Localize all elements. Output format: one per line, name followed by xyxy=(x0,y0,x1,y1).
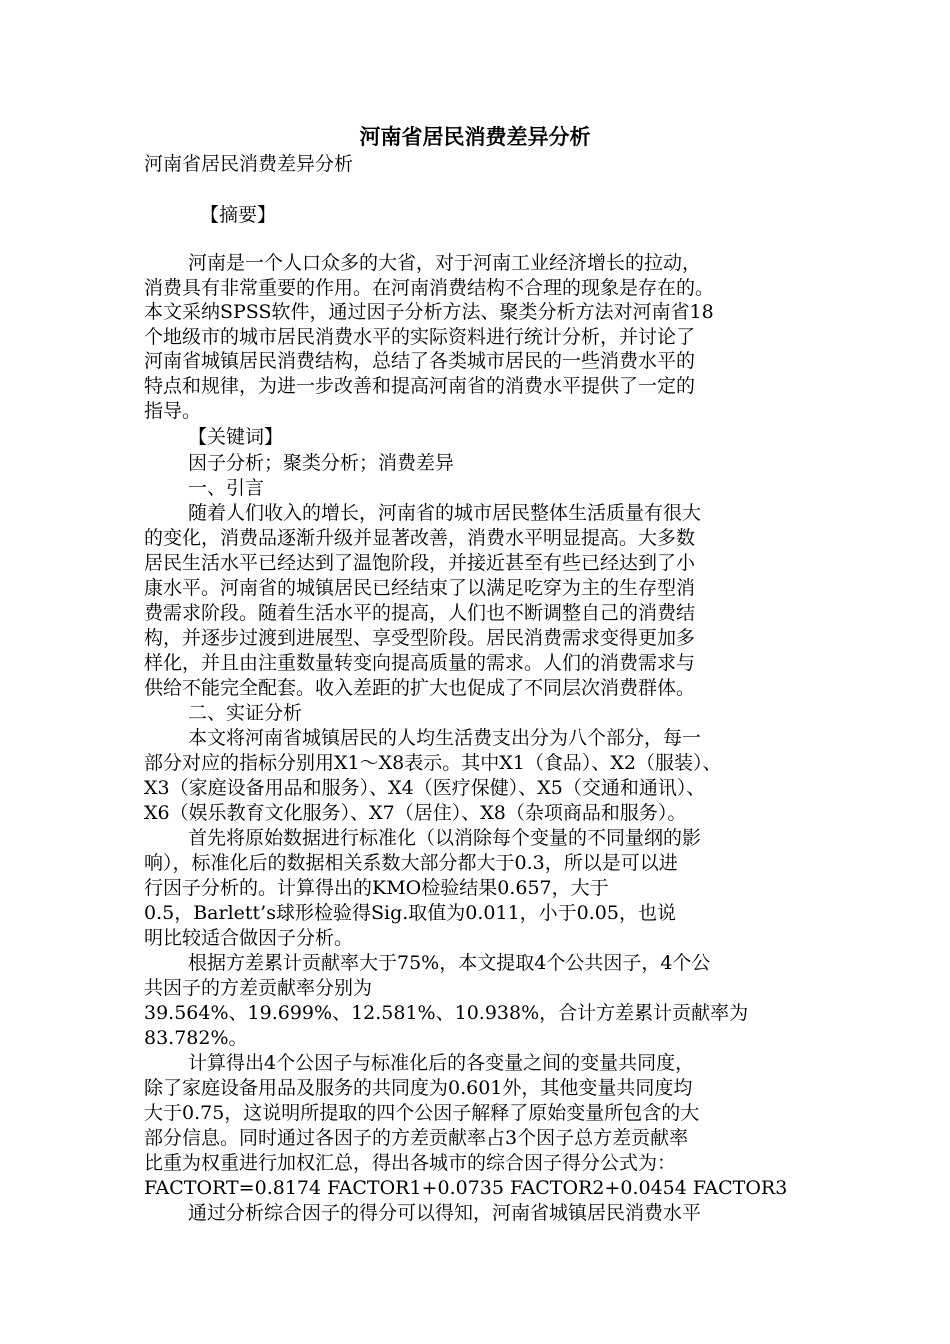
paragraph-line: 居民生活水平已经达到了温饱阶段，并接近甚至有些已经达到了小 xyxy=(144,552,696,574)
paragraph-line: 行因子分析的。计算得出的KMO检验结果0.657，大于 xyxy=(144,877,609,899)
paragraph-line: 计算得出4个公因子与标准化后的各变量之间的变量共同度， xyxy=(188,1052,695,1074)
paragraph-line: 样化，并且由注重数量转变向提高质量的需求。人们的消费需求与 xyxy=(144,652,696,674)
paragraph-line: 本文采纳SPSS软件，通过因子分析方法、聚类分析方法对河南省18 xyxy=(144,301,714,323)
formula-line: FACTORT=0.8174 FACTOR1+0.0735 FACTOR2+0.0454 FACTOR3 xyxy=(144,1177,788,1199)
section-heading: 一、引言 xyxy=(188,477,265,499)
section-heading: 二、实证分析 xyxy=(188,702,303,724)
paragraph-line: 39.564%、19.699%、12.581%、10.938%，合计方差累计贡献率为 xyxy=(144,1002,749,1024)
document-title: 河南省居民消费差异分析 xyxy=(359,125,591,149)
paragraph-line: 本文将河南省城镇居民的人均生活费支出分为八个部分，每一 xyxy=(188,727,702,749)
paragraph-line: 首先将原始数据进行标准化（以消除每个变量的不同量纲的影 xyxy=(188,827,702,849)
paragraph-line: 河南是一个人口众多的大省，对于河南工业经济增长的拉动， xyxy=(188,252,702,274)
paragraph-line: 通过分析综合因子的得分可以得知，河南省城镇居民消费水平 xyxy=(188,1202,702,1224)
paragraph-line: 响），标准化后的数据相关系数大部分都大于0.3，所以是可以进 xyxy=(144,852,678,874)
paragraph-line: 共因子的方差贡献率分别为 xyxy=(144,977,373,999)
keywords-text: 因子分析；聚类分析；消费差异 xyxy=(188,452,455,474)
paragraph-line: 明比较适合做因子分析。 xyxy=(144,927,354,949)
paragraph-line: 0.5，Barlett’s球形检验得Sig.取值为0.011，小于0.05，也说 xyxy=(144,902,676,924)
paragraph-line: 指导。 xyxy=(144,400,202,422)
paragraph-line: 的变化，消费品逐渐升级并显著改善，消费水平明显提高。大多数 xyxy=(144,527,696,549)
paragraph-line: 康水平。河南省的城镇居民已经结束了以满足吃穿为主的生存型消 xyxy=(144,577,696,599)
paragraph-line: 构，并逐步过渡到进展型、享受型阶段。居民消费需求变得更加多 xyxy=(144,627,696,649)
paragraph-line: 大于0.75，这说明所提取的四个公因子解释了原始变量所包含的大 xyxy=(144,1102,700,1124)
paragraph-line: 部分信息。同时通过各因子的方差贡献率占3个因子总方差贡献率 xyxy=(144,1127,689,1149)
keywords-heading: 【关键词】 xyxy=(188,426,284,448)
paragraph-line: 费需求阶段。随着生活水平的提高，人们也不断调整自己的消费结 xyxy=(144,602,696,624)
paragraph-line: 根据方差累计贡献率大于75%，本文提取4个公共因子，4个公 xyxy=(188,952,711,974)
paragraph-line: X6（娱乐教育文化服务）、X7（居住）、X8（杂项商品和服务）。 xyxy=(144,802,687,824)
subtitle-line: 河南省居民消费差异分析 xyxy=(144,153,354,175)
paragraph-line: X3（家庭设备用品和服务）、X4（医疗保健）、X5（交通和通讯）、 xyxy=(144,777,706,799)
paragraph-line: 河南省城镇居民消费结构，总结了各类城市居民的一些消费水平的 xyxy=(144,350,696,372)
paragraph-line: 部分对应的指标分别用X1～X8表示。其中X1（食品）、X2（服装）、 xyxy=(144,752,722,774)
paragraph-line: 除了家庭设备用品及服务的共同度为0.601外，其他变量共同度均 xyxy=(144,1077,693,1099)
paragraph-line: 消费具有非常重要的作用。在河南消费结构不合理的现象是存在的。 xyxy=(144,277,715,299)
paragraph-line: 供给不能完全配套。收入差距的扩大也促成了不同层次消费群体。 xyxy=(144,677,696,699)
paragraph-line: 比重为权重进行加权汇总，得出各城市的综合因子得分公式为： xyxy=(144,1152,677,1174)
paragraph-line: 随着人们收入的增长，河南省的城市居民整体生活质量有很大 xyxy=(188,502,702,524)
paragraph-line: 83.782%。 xyxy=(144,1027,248,1049)
abstract-heading: 【摘要】 xyxy=(200,204,277,226)
paragraph-line: 特点和规律，为进一步改善和提高河南省的消费水平提供了一定的 xyxy=(144,375,696,397)
paragraph-line: 个地级市的城市居民消费水平的实际资料进行统计分析，并讨论了 xyxy=(144,326,696,348)
